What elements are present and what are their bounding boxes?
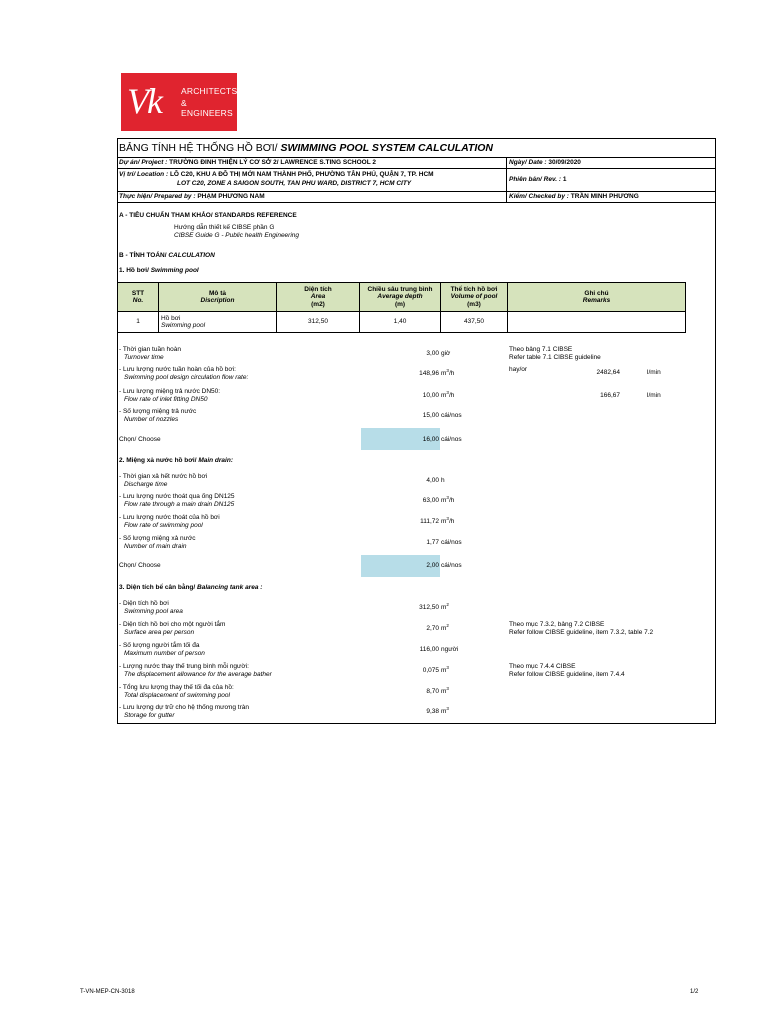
item-unit: $m^3/h$ xyxy=(441,494,455,504)
item-note: Theo mục 7.4.4 CIBSE xyxy=(509,663,576,670)
section-a-heading: A - TIÊU CHUẨN THAM KHẢO/ STANDARDS REFERENCE xyxy=(119,212,297,219)
checked-value: TRẦN MINH PHƯƠNG xyxy=(570,193,639,200)
item-unit: $m^2$ xyxy=(441,622,449,632)
header-depth xyxy=(359,282,441,312)
item-unit: người xyxy=(441,646,459,653)
location-value-vn: LÔ C20, KHU A ĐÔ THỊ MỚI NAM THÀNH PHỐ, PHƯỜNG TÂN PHÚ, QUẬN 7, TP. HCM xyxy=(169,171,434,178)
header-depth-unit: (m) xyxy=(394,300,406,308)
header-depth-vn: Chiều sâu trung bình xyxy=(367,285,433,293)
header-description-vn: Mô tả xyxy=(209,289,226,297)
item-unit: giờ xyxy=(441,350,451,357)
tank-heading-vn: 3. Diện tích bể cân bằng/ xyxy=(119,584,196,591)
item-extra-value: 2482,64 xyxy=(596,369,620,376)
item-label-en: Flow rate of swimming pool xyxy=(124,522,203,529)
header-description-en: Discription xyxy=(200,297,235,304)
item-value: 63,00 xyxy=(422,497,439,504)
item-value: 4,00 xyxy=(426,477,439,484)
date-label: Ngày/ Date : xyxy=(509,159,547,166)
item-label-vn: - Số lượng miệng xả nước xyxy=(119,535,196,542)
item-value: 15,00 xyxy=(422,412,439,419)
pool-choose-label: Chọn/ Choose xyxy=(119,436,161,443)
location-label: Vị trí/ Location : xyxy=(119,171,169,178)
drain-heading xyxy=(119,457,233,464)
item-label-vn: - Số lượng miệng trả nước xyxy=(119,408,197,415)
item-note: Theo mục 7.3.2, bảng 7.2 CIBSE xyxy=(509,621,605,628)
item-label-vn: - Lượng nước thay thế trung bình mỗi người: xyxy=(119,663,249,670)
header-area xyxy=(276,282,360,312)
section-b-heading xyxy=(119,252,215,259)
item-label-vn: - Lưu lượng nước thoát của hồ bơi xyxy=(119,514,220,521)
table-row-area: 312,50 xyxy=(276,311,360,333)
tank-heading xyxy=(119,584,262,591)
date-field xyxy=(509,159,581,166)
prepared-value: PHẠM PHƯƠNG NAM xyxy=(197,193,265,200)
pool-choose-value: 16,00 xyxy=(422,436,439,443)
item-label-vn: - Diện tích hồ bơi cho một người tắm xyxy=(119,621,226,628)
item-note: hay/or xyxy=(509,366,528,373)
item-unit: $m^3/h$ xyxy=(441,515,455,525)
item-label-en: Swimming pool area xyxy=(124,608,183,615)
pool-heading-en: Swimming pool xyxy=(148,267,199,274)
item-value: 116,00 xyxy=(419,646,439,653)
item-value: 2,70 xyxy=(426,625,439,632)
item-label-vn: - Lưu lượng nước thoát qua ống DN125 xyxy=(119,493,235,500)
drain-heading-en: Main drain: xyxy=(196,457,233,464)
rule xyxy=(506,157,507,202)
company-logo xyxy=(121,73,237,131)
item-value: 148,96 xyxy=(419,370,439,377)
header-area-unit: (m2) xyxy=(311,300,325,308)
prepared-label: Thực hiện/ Prepared by : xyxy=(119,193,196,200)
document-code: T-VN-MEP-CN-3018 xyxy=(80,989,135,995)
item-label-en: The displacement allowance for the average bather xyxy=(124,671,272,678)
table-row-desc-en: Swimming pool xyxy=(161,322,206,329)
item-label-en: Discharge time xyxy=(124,481,168,488)
item-label-vn: - Tổng lưu lượng thay thế tối đa của hồ: xyxy=(119,684,234,691)
standard-line-vn: Hướng dẫn thiết kế CIBSE phần G xyxy=(174,224,275,231)
tank-heading-en: Balancing tank area : xyxy=(195,584,263,591)
header-description xyxy=(158,282,277,312)
item-label-vn: - Lưu lượng dự trữ cho hệ thống mương tràn xyxy=(119,704,250,711)
item-value: 0,075 xyxy=(422,667,439,674)
item-extra-value: 166,67 xyxy=(600,392,620,399)
header-volume-en: Volume of pool xyxy=(450,293,498,301)
item-label-vn: - Thời gian tuần hoàn xyxy=(119,346,181,353)
header-area-vn: Diện tích xyxy=(304,285,332,293)
item-label-en: Surface area per person xyxy=(124,629,195,636)
page-title xyxy=(119,142,493,154)
item-extra-unit: l/min xyxy=(647,392,661,399)
item-value: 3,00 xyxy=(426,350,439,357)
drain-heading-vn: 2. Miệng xả nước hồ bơi/ xyxy=(119,457,197,464)
location-field xyxy=(119,171,434,178)
table-row-depth: 1,40 xyxy=(359,311,441,333)
item-value: 1,77 xyxy=(426,539,439,546)
item-label-en: Maximum number of person xyxy=(124,650,205,657)
item-value: 8,70 xyxy=(426,688,439,695)
item-extra-unit: l/min xyxy=(647,369,661,376)
item-unit: $m^3$ xyxy=(441,685,449,695)
item-note-en: Refer follow CIBSE guideline, item 7.4.4 xyxy=(509,671,625,678)
prepared-field xyxy=(119,193,265,200)
revision-field xyxy=(509,176,566,183)
project-field xyxy=(119,159,376,166)
page-number: 1/2 xyxy=(690,989,699,995)
item-label-en: Total displacement of swimming pool xyxy=(124,692,230,699)
header-remarks-vn: Ghi chú xyxy=(584,289,609,297)
item-unit: cái/nos xyxy=(441,412,462,419)
rule xyxy=(117,168,716,169)
title-vn: BẢNG TÍNH HỆ THỐNG HỒ BƠI/ xyxy=(119,142,278,154)
rule xyxy=(117,202,716,203)
item-label-en: Storage for gutter xyxy=(124,712,175,719)
drain-choose-value: 2,00 xyxy=(426,562,439,569)
header-area-en: Area xyxy=(310,293,326,301)
logo-text-line1: ARCHITECTS xyxy=(181,86,238,96)
logo-mark: Vk xyxy=(127,81,161,121)
item-label-vn: - Lưu lượng miệng trả nước DN50: xyxy=(119,388,221,395)
item-label-en: Turnover time xyxy=(124,354,164,361)
drain-choose-label: Chọn/ Choose xyxy=(119,562,161,569)
drain-choose-unit: cái/nos xyxy=(441,562,462,569)
standard-line-en: CIBSE Guide G - Public health Engineering xyxy=(174,232,300,239)
header-remarks xyxy=(507,282,686,312)
item-unit: $m^2$ xyxy=(441,601,449,611)
location-value-en: LOT C20, ZONE A SAIGON SOUTH, TAN PHU WARD, DISTRICT 7, HCM CITY xyxy=(177,180,412,187)
header-stt xyxy=(117,282,159,312)
rule xyxy=(117,157,716,158)
pool-heading xyxy=(119,267,199,274)
item-label-en: Number of nozzles xyxy=(124,416,179,423)
pool-heading-vn: 1. Hồ bơi/ xyxy=(119,267,149,274)
item-label-en: Flow rate through a main drain DN125 xyxy=(124,501,235,508)
project-value: TRƯỜNG ĐINH THIỆN LÝ CƠ SỞ 2/ LAWRENCE S.TING SCHOOL 2 xyxy=(169,159,376,166)
item-label-vn: - Lưu lượng nước tuần hoàn của hồ bơi: xyxy=(119,366,236,373)
item-value: 111,72 xyxy=(420,518,439,525)
item-label-en: Flow rate of inlet fitting DN50 xyxy=(124,396,208,403)
item-unit: h xyxy=(441,477,445,484)
item-unit: $m^3$ xyxy=(441,705,449,715)
header-stt-en: No. xyxy=(132,297,144,304)
table-row-desc-vn: Hồ bơi xyxy=(161,314,181,322)
item-note: Theo bảng 7.1 CIBSE xyxy=(509,346,573,353)
header-stt-vn: STT xyxy=(131,289,145,297)
date-value: 30/09/2020 xyxy=(548,159,581,166)
header-depth-en: Average depth xyxy=(377,293,423,301)
logo-text-line2: & ENGINEERS xyxy=(181,98,233,118)
item-value: 9,38 xyxy=(426,708,439,715)
table-row-no: 1 xyxy=(117,311,159,333)
item-note-en: Refer follow CIBSE guideline, item 7.3.2, table 7.2 xyxy=(509,629,654,636)
revision-label: Phiên bản/ Rev. : xyxy=(509,176,562,183)
pool-choose-unit: cái/nos xyxy=(441,436,462,443)
header-remarks-en: Remarks xyxy=(582,297,611,304)
item-label-vn: - Diện tích hồ bơi xyxy=(119,600,169,607)
checked-label: Kiểm/ Checked by : xyxy=(509,193,569,200)
table-row-volume: 437,50 xyxy=(440,311,508,333)
item-value: 10,00 xyxy=(422,392,439,399)
item-value: 312,50 xyxy=(419,604,439,611)
table-row-description xyxy=(158,311,277,333)
header-volume-unit: (m3) xyxy=(467,300,481,308)
header-volume-vn: Thể tích hồ bơi xyxy=(450,285,498,293)
section-b-heading-vn: B - TÍNH TOÁN/ xyxy=(119,252,167,259)
project-label: Dự án/ Project : xyxy=(119,159,168,166)
item-label-en: Swimming pool design circulation flow rate: xyxy=(124,374,249,381)
checked-field xyxy=(509,193,639,200)
header-volume xyxy=(440,282,508,312)
section-b-heading-en: CALCULATION xyxy=(166,252,215,259)
item-unit: cái/nos xyxy=(441,539,462,546)
item-label-vn: - Số lượng người tắm tối đa xyxy=(119,642,200,649)
revision-value: 1 xyxy=(562,176,567,183)
item-label-vn: - Thời gian xả hết nước hồ bơi xyxy=(119,473,208,480)
table-row-remarks xyxy=(507,311,686,333)
item-note-en: Refer table 7.1 CIBSE guideline xyxy=(509,354,601,361)
item-unit: $m^3/h$ xyxy=(441,367,455,377)
title-en: SWIMMING POOL SYSTEM CALCULATION xyxy=(277,142,494,154)
item-unit: $m^3$ xyxy=(441,664,449,674)
item-unit: $m^3/h$ xyxy=(441,389,455,399)
rule xyxy=(117,191,716,192)
item-label-en: Number of main drain xyxy=(124,543,187,550)
